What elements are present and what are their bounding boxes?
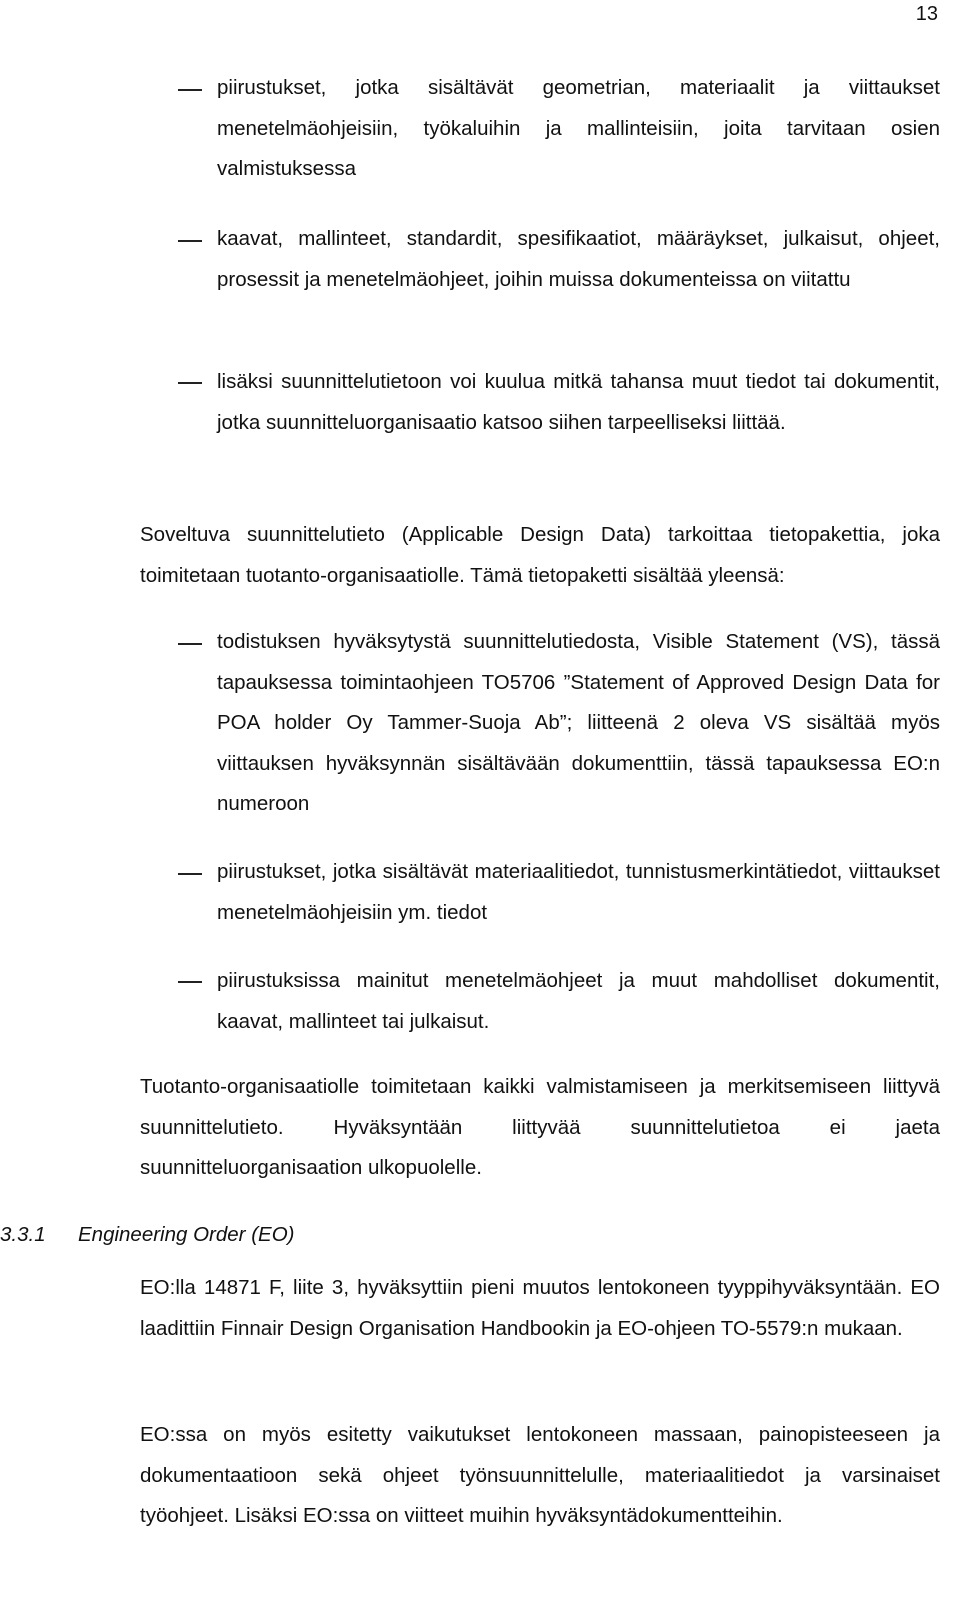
paragraph: Soveltuva suunnittelutieto (Applicable Design Data) tarkoittaa tietopakettia, joka toimitetaan tuotanto-organisaatiolle. Tämä tietopaketti sisältää yleensä: — [140, 523, 940, 587]
list-item: piirustukset, jotka sisältävät materiaalitiedot, tunnistusmerkintätiedot, viittaukset menetelmäohjeisiin ym. tiedot — [217, 860, 940, 924]
section-title: Engineering Order (EO) — [78, 1223, 295, 1246]
list-dash — [178, 382, 202, 384]
list-item: todistuksen hyväksytystä suunnittelutiedosta, Visible Statement (VS), tässä tapauksessa toimintaohjeen TO5706 ”Statement of Approved Design Data for POA holder Oy Tammer-Suoja Ab”; liitteenä 2 oleva VS sisältää myös viittauksen hyväksynnän sisältävään dokumenttiin, tässä tapauksessa EO:n numeroon — [217, 630, 940, 815]
paragraph: EO:lla 14871 F, liite 3, hyväksyttiin pieni muutos lentokoneen tyyppihyväksyntään. EO laadittiin Finnair Design Organisation Handbookin ja EO-ohjeen TO-5579:n mukaan. — [140, 1276, 940, 1340]
list-dash — [178, 981, 202, 983]
list-dash — [178, 240, 202, 242]
list-item: piirustuksissa mainitut menetelmäohjeet ja muut mahdolliset dokumentit, kaavat, mallinteet tai julkaisut. — [217, 969, 940, 1033]
list-dash — [178, 643, 202, 645]
paragraph: EO:ssa on myös esitetty vaikutukset lentokoneen massaan, painopisteeseen ja dokumentaatioon sekä ohjeet työnsuunnittelulle, materiaalitiedot ja varsinaiset työohjeet. Lisäksi EO:ssa on viitteet muihin hyväksyntädokumentteihin. — [140, 1423, 940, 1527]
list-item: lisäksi suunnittelutietoon voi kuulua mitkä tahansa muut tiedot tai dokumentit, jotka suunnitteluorganisaatio katsoo siihen tarpeelliseksi liittää. — [217, 370, 940, 434]
list-item: kaavat, mallinteet, standardit, spesifikaatiot, määräykset, julkaisut, ohjeet, prosessit ja menetelmäohjeet, joihin muissa dokumenteissa on viitattu — [217, 227, 940, 291]
paragraph: Tuotanto-organisaatiolle toimitetaan kaikki valmistamiseen ja merkitsemiseen liittyvä suunnittelutieto. Hyväksyntään liittyvää suunnittelutietoa ei jaeta suunnitteluorganisaation ulkopuolelle. — [140, 1075, 940, 1179]
list-item: piirustukset, jotka sisältävät geometrian, materiaalit ja viittaukset menetelmäohjeisiin, työkaluihin ja mallinteisiin, joita tarvitaan osien valmistuksessa — [217, 76, 940, 180]
section-number: 3.3.1 — [0, 1223, 46, 1246]
page-number: 13 — [915, 3, 938, 25]
list-dash — [178, 873, 202, 875]
list-dash — [178, 89, 202, 91]
